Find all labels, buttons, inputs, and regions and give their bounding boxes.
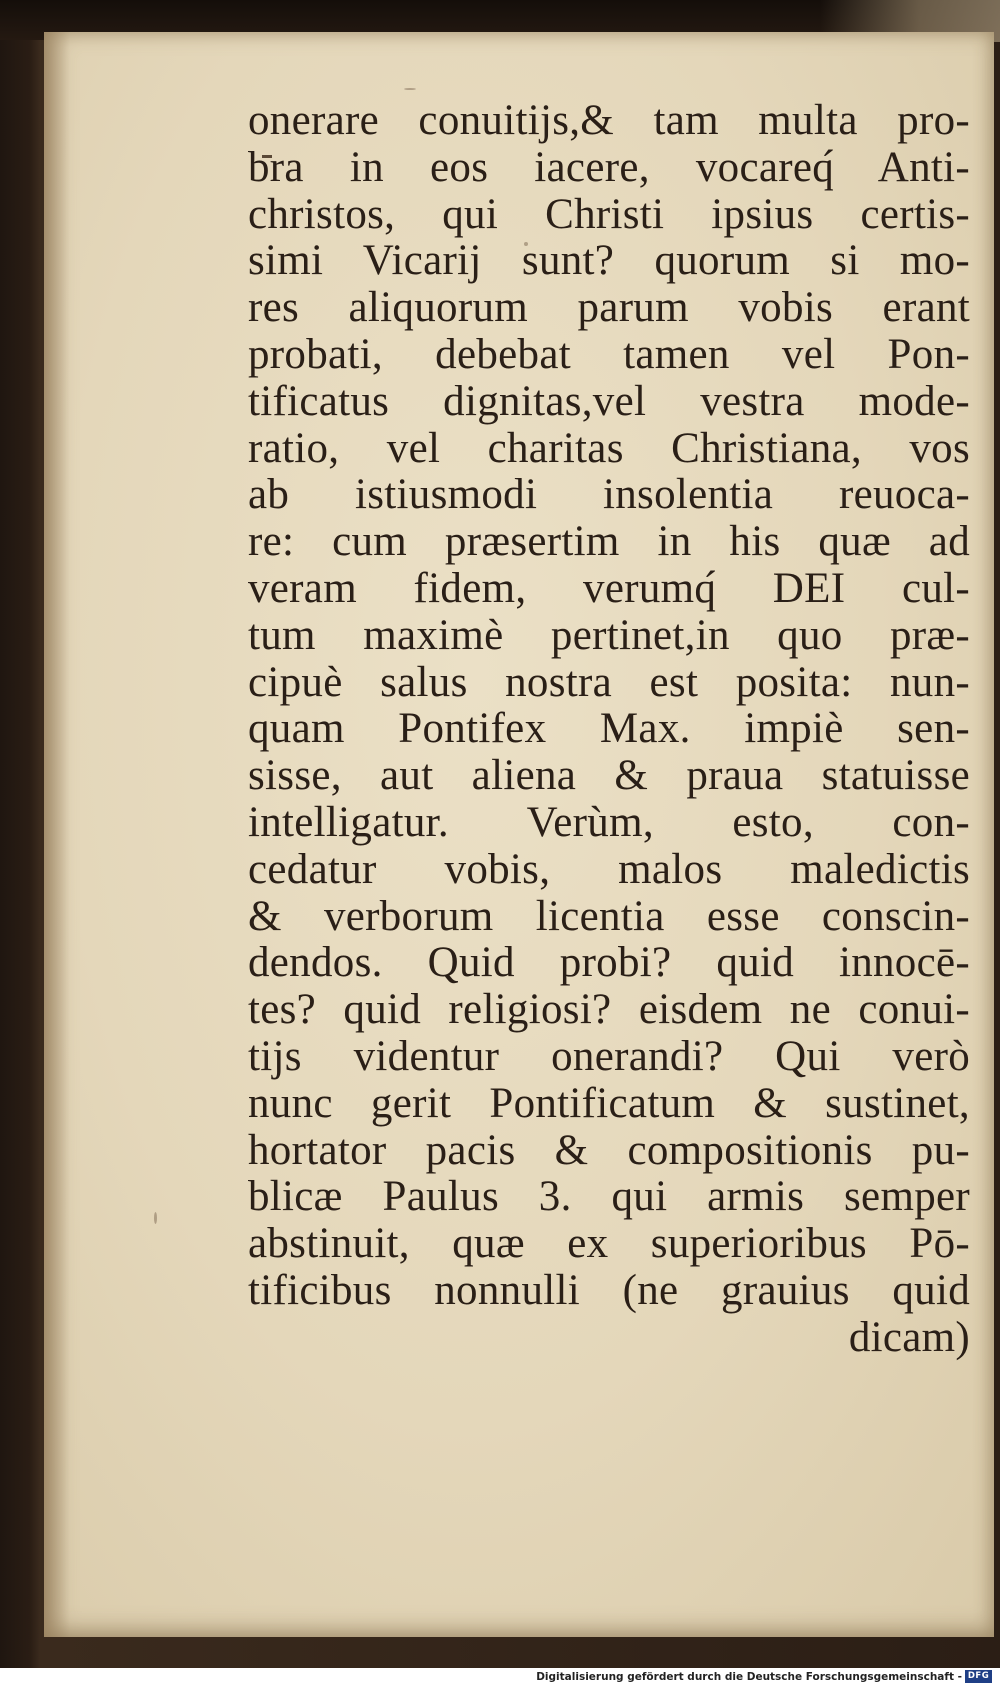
text-line: hortator pacis & compositionis pu-: [248, 1126, 970, 1174]
text-line: blicæ Paulus 3. qui armis semper: [248, 1173, 970, 1221]
text-line: probati, debebat tamen vel Pon-: [248, 330, 970, 378]
text-line: quam Pontifex Max. impiè sen-: [248, 705, 970, 753]
latin-text-block: [248, 98, 970, 1362]
text-line: tum maximè pertinet,in quo præ-: [248, 611, 970, 659]
text-line: & verborum licentia esse conscin-: [248, 892, 970, 940]
text-line: simi Vicarij sunt? quorum si mo-: [248, 237, 970, 285]
text-line: ratio, vel charitas Christiana, vos: [248, 424, 970, 472]
text-line: tificatus dignitas,vel vestra mode-: [248, 377, 970, 425]
text-line: abstinuit, quæ ex superioribus Pō-: [248, 1220, 970, 1268]
text-line: cipuè salus nostra est posita: nun-: [248, 658, 970, 706]
catchword: dicam): [848, 1313, 970, 1361]
text-line: ab istiusmodi insolentia reuoca-: [248, 471, 970, 519]
paper-speck: [404, 88, 416, 90]
text-line: res aliquorum parum vobis erant: [248, 284, 970, 332]
text-line: sisse, aut aliena & praua statuisse: [248, 752, 970, 800]
text-line: onerare conuitijs,& tam multa pro-: [248, 97, 970, 144]
text-line: tes? quid religiosi? eisdem ne conui-: [248, 986, 970, 1034]
gutter-shadow: [44, 32, 70, 1637]
paper-speck: [154, 1212, 157, 1224]
text-line: cedatur vobis, malos maledictis: [248, 845, 970, 893]
text-line: christos, qui Christi ipsius certis-: [248, 190, 970, 238]
digitization-credit: Digitalisierung gefördert durch die Deutsche Forschungsgemeinschaft -: [536, 1671, 962, 1683]
dfg-logo-icon: DFG: [965, 1670, 992, 1683]
text-line: bra in eos iacere, vocareq́ Anti-: [248, 143, 970, 191]
text-line: veram fidem, verumq́ DEI cul-: [248, 564, 970, 612]
text-line: tificibus nonnulli (ne grauius quid: [248, 1266, 970, 1314]
text-line: re: cum præsertim in his quæ ad: [248, 518, 970, 566]
text-line: tijs videntur onerandi? Qui verò: [248, 1032, 970, 1080]
text-line: nunc gerit Pontificatum & sustinet,: [248, 1079, 970, 1127]
text-line: intelligatur. Verùm, esto, con-: [248, 798, 970, 846]
text-line: dendos. Quid probi? quid innocē-: [248, 939, 970, 987]
